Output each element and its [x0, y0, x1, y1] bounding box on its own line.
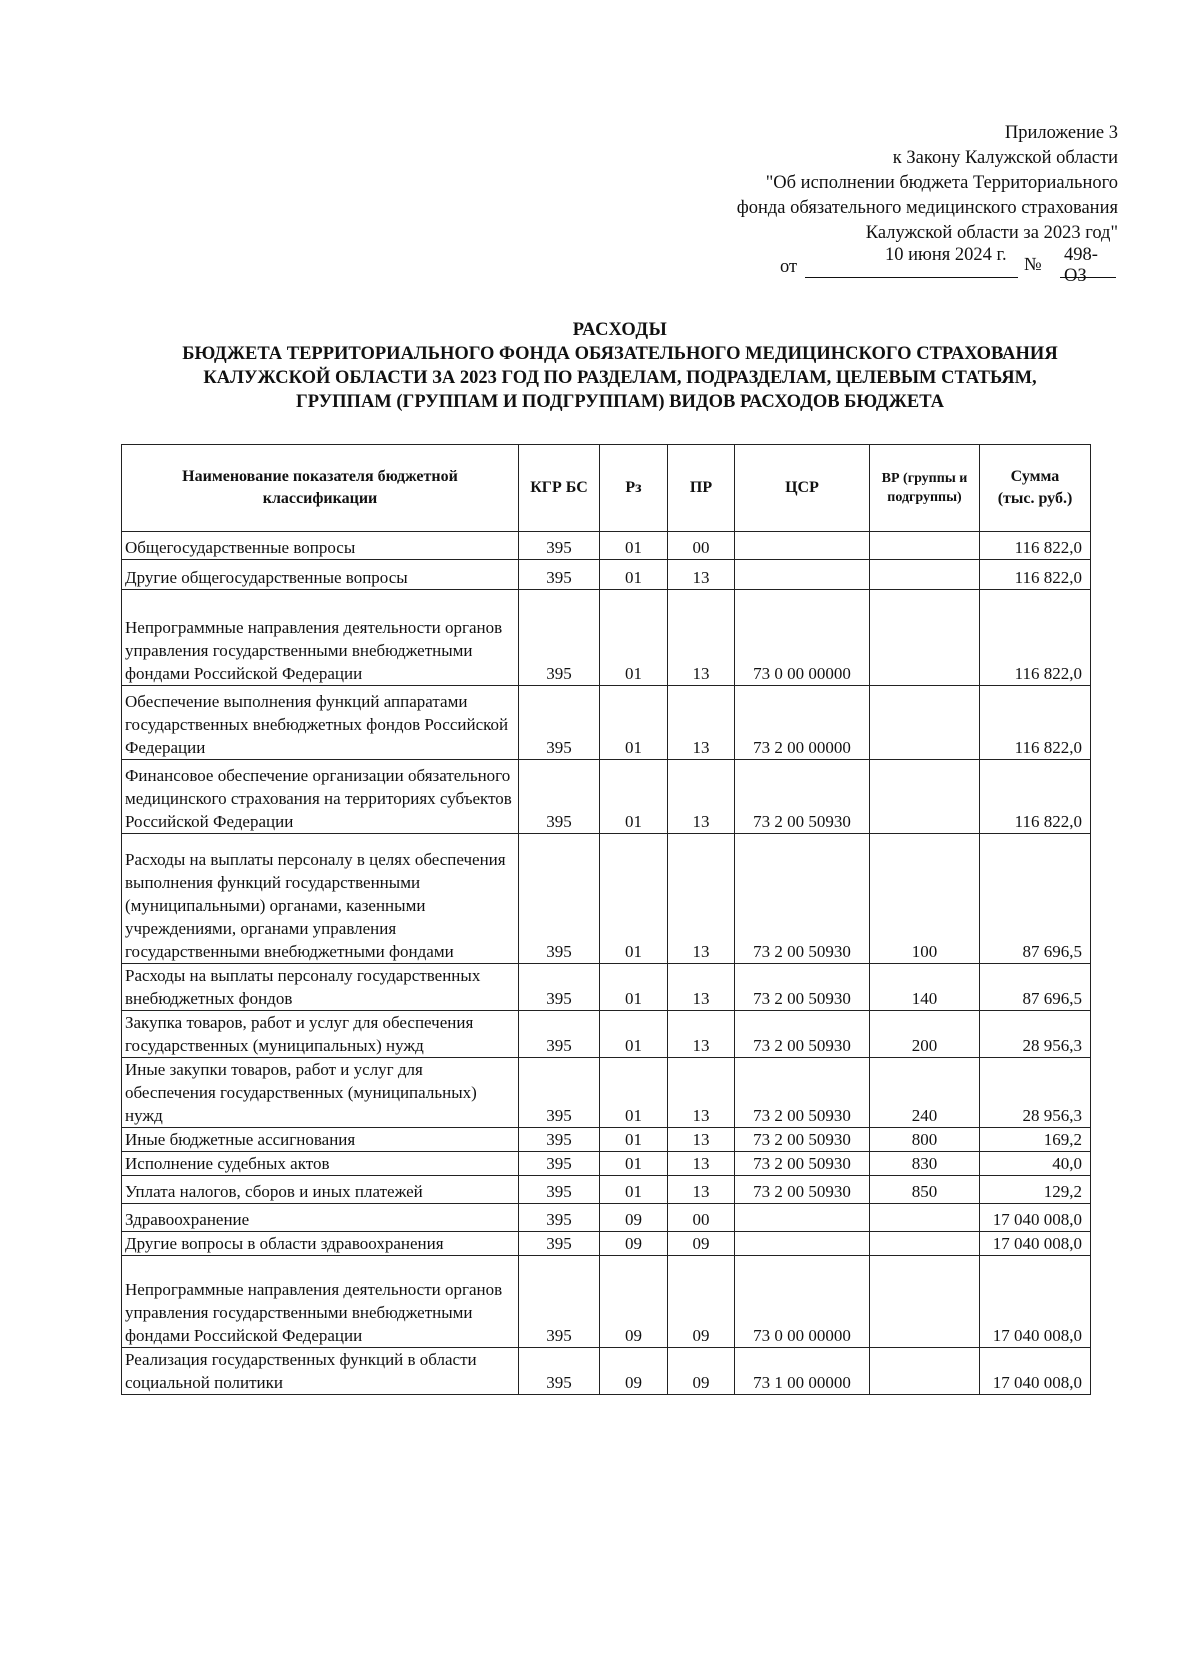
cell-name: Закупка товаров, работ и услуг для обеспечения государственных (муниципальных) нужд	[122, 1011, 519, 1058]
table-row	[122, 1128, 1091, 1152]
cell-rz: 01	[600, 1058, 668, 1128]
document-title	[100, 318, 1140, 414]
cell-vr	[870, 590, 980, 686]
cell-sum: 17 040 008,0	[980, 1348, 1091, 1395]
cell-name: Обеспечение выполнения функций аппаратами государственных внебюджетных фондов Российской Федерации	[122, 686, 519, 760]
cell-csr: 73 2 00 50930	[735, 760, 870, 834]
cell-rz: 01	[600, 834, 668, 964]
law-number: 498-ОЗ	[1064, 245, 1098, 286]
cell-vr	[870, 1232, 980, 1256]
cell-pr: 13	[668, 560, 735, 590]
cell-sum: 87 696,5	[980, 964, 1091, 1011]
appendix-line: Калужской области за 2023 год"	[865, 223, 1118, 243]
law-date: 10 июня 2024 г.	[885, 245, 1007, 265]
cell-pr: 13	[668, 686, 735, 760]
cell-csr: 73 0 00 00000	[735, 1256, 870, 1348]
cell-kgrbs: 395	[519, 686, 600, 760]
cell-kgrbs: 395	[519, 1152, 600, 1176]
cell-name: Общегосударственные вопросы	[122, 532, 519, 560]
header-pr: ПР	[668, 445, 735, 532]
table-row	[122, 1058, 1091, 1128]
cell-vr	[870, 1256, 980, 1348]
title-line: БЮДЖЕТА ТЕРРИТОРИАЛЬНОГО ФОНДА ОБЯЗАТЕЛЬНОГО МЕДИЦИНСКОГО СТРАХОВАНИЯ	[182, 344, 1058, 364]
cell-csr: 73 2 00 50930	[735, 964, 870, 1011]
appendix-line: фонда обязательного медицинского страхования	[736, 198, 1118, 218]
table-row	[122, 1232, 1091, 1256]
cell-sum: 116 822,0	[980, 532, 1091, 560]
cell-kgrbs: 395	[519, 532, 600, 560]
cell-kgrbs: 395	[519, 760, 600, 834]
header-rz: Рз	[600, 445, 668, 532]
title-line: ГРУППАМ (ГРУППАМ И ПОДГРУППАМ) ВИДОВ РАСХОДОВ БЮДЖЕТА	[295, 392, 944, 412]
cell-csr	[735, 1232, 870, 1256]
cell-rz: 09	[600, 1232, 668, 1256]
header-vr: ВР (группы и подгруппы)	[870, 445, 980, 532]
cell-sum: 28 956,3	[980, 1058, 1091, 1128]
cell-rz: 01	[600, 1128, 668, 1152]
appendix-line: Приложение 3	[1004, 123, 1118, 143]
cell-csr: 73 2 00 50930	[735, 1128, 870, 1152]
cell-name: Расходы на выплаты персоналу в целях обеспечения выполнения функций государственными (муниципальными) органами, казенными учреждениями, органами управления государственными внебюджетными фондами	[122, 834, 519, 964]
title-line: РАСХОДЫ	[572, 320, 668, 340]
from-label: от	[780, 257, 798, 277]
cell-name: Иные закупки товаров, работ и услуг для обеспечения государственных (муниципальных) нужд	[122, 1058, 519, 1128]
cell-sum: 169,2	[980, 1128, 1091, 1152]
table-row	[122, 1256, 1091, 1348]
cell-csr: 73 2 00 00000	[735, 686, 870, 760]
cell-name: Непрограммные направления деятельности органов управления государственными внебюджетными фондами Российской Федерации	[122, 1256, 519, 1348]
cell-sum: 116 822,0	[980, 760, 1091, 834]
cell-sum: 17 040 008,0	[980, 1232, 1091, 1256]
cell-rz: 01	[600, 760, 668, 834]
cell-vr: 240	[870, 1058, 980, 1128]
cell-sum: 28 956,3	[980, 1011, 1091, 1058]
header-csr: ЦСР	[735, 445, 870, 532]
cell-vr: 100	[870, 834, 980, 964]
cell-kgrbs: 395	[519, 834, 600, 964]
cell-csr: 73 2 00 50930	[735, 1152, 870, 1176]
cell-rz: 01	[600, 532, 668, 560]
table-row	[122, 686, 1091, 760]
cell-pr: 13	[668, 760, 735, 834]
table-header-row	[122, 445, 1091, 532]
cell-vr	[870, 760, 980, 834]
cell-pr: 09	[668, 1256, 735, 1348]
cell-name: Здравоохранение	[122, 1204, 519, 1232]
cell-name: Иные бюджетные ассигнования	[122, 1128, 519, 1152]
cell-kgrbs: 395	[519, 1232, 600, 1256]
cell-rz: 01	[600, 1176, 668, 1204]
header-kgrbs: КГР БС	[519, 445, 600, 532]
cell-vr: 830	[870, 1152, 980, 1176]
cell-kgrbs: 395	[519, 1204, 600, 1232]
cell-sum: 116 822,0	[980, 560, 1091, 590]
table-row	[122, 560, 1091, 590]
cell-name: Уплата налогов, сборов и иных платежей	[122, 1176, 519, 1204]
cell-name: Финансовое обеспечение организации обязательного медицинского страхования на территориях субъектов Российской Федерации	[122, 760, 519, 834]
cell-csr: 73 1 00 00000	[735, 1348, 870, 1395]
appendix-line: к Закону Калужской области	[892, 148, 1118, 168]
cell-name: Другие вопросы в области здравоохранения	[122, 1232, 519, 1256]
cell-rz: 09	[600, 1348, 668, 1395]
cell-pr: 13	[668, 1128, 735, 1152]
expenses-table	[121, 444, 1091, 1395]
cell-rz: 01	[600, 590, 668, 686]
table-row	[122, 1011, 1091, 1058]
law-date-line	[780, 245, 1120, 286]
title-line: КАЛУЖСКОЙ ОБЛАСТИ ЗА 2023 ГОД ПО РАЗДЕЛАМ, ПОДРАЗДЕЛАМ, ЦЕЛЕВЫМ СТАТЬЯМ,	[203, 368, 1037, 388]
cell-pr: 09	[668, 1232, 735, 1256]
cell-kgrbs: 395	[519, 1011, 600, 1058]
cell-vr: 200	[870, 1011, 980, 1058]
cell-rz: 09	[600, 1204, 668, 1232]
table-row	[122, 1348, 1091, 1395]
cell-name: Исполнение судебных актов	[122, 1152, 519, 1176]
appendix-block	[737, 121, 1118, 246]
table-row	[122, 1204, 1091, 1232]
cell-pr: 13	[668, 1176, 735, 1204]
cell-vr	[870, 686, 980, 760]
cell-csr: 73 2 00 50930	[735, 1058, 870, 1128]
cell-vr: 800	[870, 1128, 980, 1152]
table-row	[122, 590, 1091, 686]
cell-name: Непрограммные направления деятельности органов управления государственными внебюджетными фондами Российской Федерации	[122, 590, 519, 686]
cell-name: Реализация государственных функций в области социальной политики	[122, 1348, 519, 1395]
header-name: Наименование показателя бюджетной классификации	[122, 445, 519, 532]
cell-pr: 09	[668, 1348, 735, 1395]
cell-pr: 13	[668, 1058, 735, 1128]
cell-csr	[735, 1204, 870, 1232]
cell-rz: 01	[600, 1011, 668, 1058]
cell-kgrbs: 395	[519, 1256, 600, 1348]
cell-csr: 73 2 00 50930	[735, 1176, 870, 1204]
cell-csr: 73 2 00 50930	[735, 1011, 870, 1058]
table-row	[122, 1152, 1091, 1176]
cell-kgrbs: 395	[519, 1058, 600, 1128]
cell-kgrbs: 395	[519, 964, 600, 1011]
cell-kgrbs: 395	[519, 1128, 600, 1152]
cell-kgrbs: 395	[519, 1348, 600, 1395]
appendix-line: "Об исполнении бюджета Территориального	[765, 173, 1118, 193]
cell-vr: 140	[870, 964, 980, 1011]
cell-rz: 01	[600, 964, 668, 1011]
cell-kgrbs: 395	[519, 590, 600, 686]
cell-pr: 13	[668, 834, 735, 964]
cell-pr: 13	[668, 1011, 735, 1058]
number-label: №	[1024, 255, 1042, 275]
header-sum-line: (тыс. руб.)	[997, 490, 1073, 507]
cell-pr: 00	[668, 532, 735, 560]
cell-sum: 116 822,0	[980, 686, 1091, 760]
header-sum-line: Сумма	[1010, 468, 1060, 485]
cell-name: Расходы на выплаты персоналу государственных внебюджетных фондов	[122, 964, 519, 1011]
cell-pr: 13	[668, 590, 735, 686]
cell-sum: 40,0	[980, 1152, 1091, 1176]
cell-pr: 13	[668, 1152, 735, 1176]
cell-rz: 09	[600, 1256, 668, 1348]
cell-csr: 73 0 00 00000	[735, 590, 870, 686]
cell-vr	[870, 1204, 980, 1232]
cell-vr	[870, 1348, 980, 1395]
cell-sum: 17 040 008,0	[980, 1256, 1091, 1348]
table-row	[122, 964, 1091, 1011]
cell-rz: 01	[600, 1152, 668, 1176]
cell-rz: 01	[600, 686, 668, 760]
cell-vr	[870, 560, 980, 590]
cell-kgrbs: 395	[519, 1176, 600, 1204]
cell-sum: 17 040 008,0	[980, 1204, 1091, 1232]
cell-name: Другие общегосударственные вопросы	[122, 560, 519, 590]
cell-csr	[735, 532, 870, 560]
cell-sum: 129,2	[980, 1176, 1091, 1204]
cell-csr: 73 2 00 50930	[735, 834, 870, 964]
cell-vr: 850	[870, 1176, 980, 1204]
cell-sum: 116 822,0	[980, 590, 1091, 686]
cell-rz: 01	[600, 560, 668, 590]
cell-pr: 00	[668, 1204, 735, 1232]
table-row	[122, 532, 1091, 560]
header-sum	[980, 445, 1091, 532]
table-row	[122, 1176, 1091, 1204]
table-row	[122, 834, 1091, 964]
cell-vr	[870, 532, 980, 560]
table-row	[122, 760, 1091, 834]
cell-kgrbs: 395	[519, 560, 600, 590]
date-underline	[805, 277, 1018, 278]
cell-sum: 87 696,5	[980, 834, 1091, 964]
cell-pr: 13	[668, 964, 735, 1011]
cell-csr	[735, 560, 870, 590]
